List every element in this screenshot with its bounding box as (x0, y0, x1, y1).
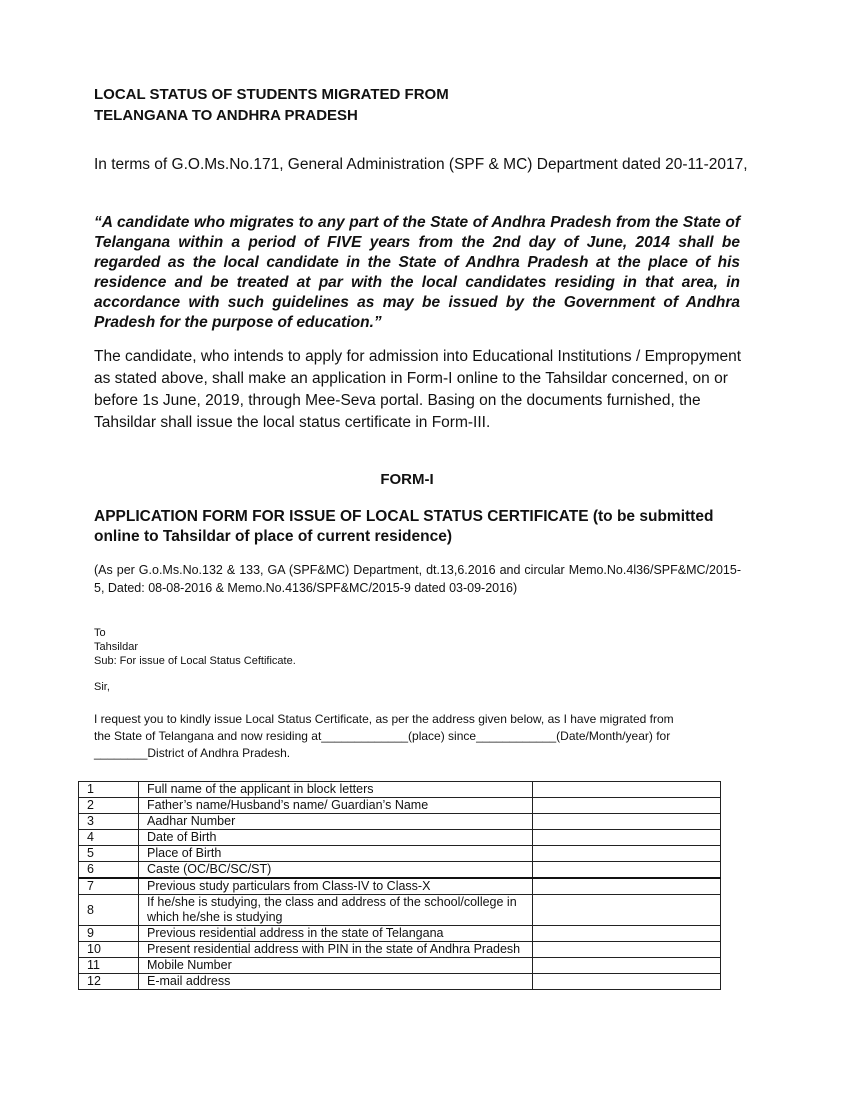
table-row (79, 798, 721, 814)
address-block (94, 626, 296, 668)
quoted-rule: “A candidate who migrates to any part of the State of Andhra Pradesh from the State of Telangana within a period of FIVE years from the 2nd day of June, 2014 shall be regarded as the local candidate in the State of Andhra Pradesh at the place of his residence and be treated at par with the local candidates residing in that area, in accordance with such guidelines as may be issued by the Government of Andhra Pradesh for the purpose of education.” (94, 214, 740, 331)
document-heading (94, 84, 449, 126)
field-label: If he/she is studying, the class and address of the school/college in which he/she is studying (139, 895, 533, 926)
row-number: 5 (79, 846, 139, 862)
row-number: 6 (79, 862, 139, 879)
field-label: E-mail address (139, 974, 533, 990)
field-value[interactable] (533, 895, 721, 926)
field-label: Aadhar Number (139, 814, 533, 830)
table-row (79, 862, 721, 879)
row-number: 9 (79, 926, 139, 942)
addressee: Tahsildar (94, 641, 139, 653)
row-number: 2 (79, 798, 139, 814)
field-value[interactable] (533, 830, 721, 846)
table-row (79, 782, 721, 798)
table-row (79, 878, 721, 895)
table-row (79, 895, 721, 926)
field-label: Place of Birth (139, 846, 533, 862)
request-line-2: the State of Telangana and now residing at_____________(place) since____________(Date/Month/year) for (94, 729, 671, 743)
row-number: 7 (79, 878, 139, 895)
row-number: 8 (79, 895, 139, 926)
field-label: Date of Birth (139, 830, 533, 846)
application-title: APPLICATION FORM FOR ISSUE OF LOCAL STATUS CERTIFICATE (to be submitted online to Tahsildar of place of current residence) (94, 508, 714, 545)
field-value[interactable] (533, 798, 721, 814)
table-row (79, 814, 721, 830)
heading-line-1: LOCAL STATUS OF STUDENTS MIGRATED FROM (94, 86, 449, 103)
field-value[interactable] (533, 814, 721, 830)
application-form-table (78, 781, 721, 990)
row-number: 1 (79, 782, 139, 798)
subject-line: Sub: For issue of Local Status Ceftificate. (94, 655, 296, 667)
form-title: FORM-I (380, 471, 434, 488)
intro-paragraph: In terms of G.O.Ms.No.171, General Administration (SPF & MC) Department dated 20-11-2017, (94, 156, 748, 173)
field-value[interactable] (533, 846, 721, 862)
field-value[interactable] (533, 926, 721, 942)
request-line-1: I request you to kindly issue Local Status Certificate, as per the address given below, as I have migrated from (94, 712, 674, 726)
row-number: 10 (79, 942, 139, 958)
field-value[interactable] (533, 782, 721, 798)
field-label: Full name of the applicant in block letters (139, 782, 533, 798)
row-number: 12 (79, 974, 139, 990)
to-label: To (94, 627, 106, 639)
field-value[interactable] (533, 974, 721, 990)
field-value[interactable] (533, 878, 721, 895)
table-row (79, 942, 721, 958)
row-number: 3 (79, 814, 139, 830)
field-label: Mobile Number (139, 958, 533, 974)
row-number: 11 (79, 958, 139, 974)
table-row (79, 830, 721, 846)
instruction-paragraph: The candidate, who intends to apply for admission into Educational Institutions / Empropyment as stated above, shall make an application in Form-I online to the Tahsildar concerned, on or before 1s June, 2019, through Mee-Seva portal. Basing on the documents furnished, the Tahsildar shall issue the local status certificate in Form-III. (94, 348, 742, 431)
field-label: Previous residential address in the state of Telangana (139, 926, 533, 942)
field-label: Father’s name/Husband’s name/ Guardian’s Name (139, 798, 533, 814)
field-label: Present residential address with PIN in the state of Andhra Pradesh (139, 942, 533, 958)
field-value[interactable] (533, 862, 721, 879)
memo-reference: (As per G.o.Ms.No.132 & 133, GA (SPF&MC) Department, dt.13,6.2016 and circular Memo.No.4l36/SPF&MC/2015-5, Dated: 08-08-2016 & Memo.No.4136/SPF&MC/2015-9 dated 03-09-2016) (94, 563, 741, 595)
table-row (79, 926, 721, 942)
row-number: 4 (79, 830, 139, 846)
table-row (79, 958, 721, 974)
field-value[interactable] (533, 958, 721, 974)
table-row (79, 974, 721, 990)
field-value[interactable] (533, 942, 721, 958)
salutation: Sir, (94, 681, 110, 693)
request-line-3: ________District of Andhra Pradesh. (94, 746, 291, 760)
field-label: Previous study particulars from Class-IV to Class-X (139, 878, 533, 895)
table-row (79, 846, 721, 862)
field-label: Caste (OC/BC/SC/ST) (139, 862, 533, 879)
heading-line-2: TELANGANA TO ANDHRA PRADESH (94, 107, 358, 124)
request-paragraph (94, 711, 734, 762)
